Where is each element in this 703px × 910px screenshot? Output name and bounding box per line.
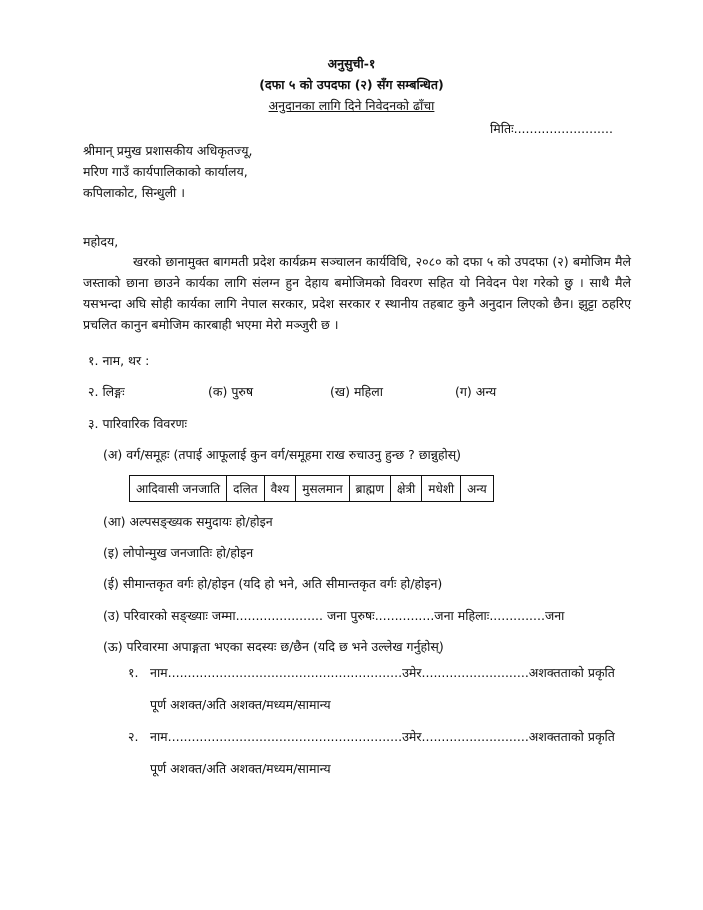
field-disability: (ऊ) परिवारमा अपाङ्गता भएका सदस्यः छ/छैन (यदि छ भने उल्लेख गर्नुहोस्) <box>103 639 444 654</box>
salutation: महोदय, <box>83 234 119 249</box>
gender-label: २. लिङ्गः <box>88 384 125 399</box>
member-2-number: २. <box>128 729 139 744</box>
form-name: अनुदानका लागि दिने निवेदनको ढाँचा <box>268 98 435 113</box>
date-field: मितिः......................... <box>490 121 613 136</box>
member-1-disability-types: पूर्ण अशक्त/अति अशक्त/मध्यम/सामान्य <box>150 697 331 712</box>
addressee-line-2: मरिण गाउँ कार्यपालिकाको कार्यालय, <box>83 164 248 179</box>
group-option-cell: आदिवासी जनजाति <box>130 476 227 502</box>
group-option-cell: वैश्य <box>264 476 296 502</box>
group-option-cell: मुसलमान <box>296 476 349 502</box>
gender-option-other: (ग) अन्य <box>455 384 497 399</box>
group-option-cell: क्षेत्री <box>390 476 421 502</box>
annex-subtitle: (दफा ५ को उपदफा (२) सँग सम्बन्धित) <box>259 77 444 92</box>
group-option-cell: दलित <box>227 476 264 502</box>
field-marginalized: (ई) सीमान्तकृत वर्गः हो/होइन (यदि हो भने, अति सीमान्तकृत वर्गः हो/होइन) <box>103 576 443 591</box>
field-endangered: (इ) लोपोन्मुख जनजातिः हो/होइन <box>103 545 254 560</box>
gender-option-male: (क) पुरुष <box>208 384 254 399</box>
family-heading: ३. पारिवारिक विवरणः <box>88 416 188 431</box>
gender-option-female: (ख) महिला <box>330 384 384 399</box>
body-paragraph <box>83 251 631 335</box>
body-paragraph-text: खरको छानामुक्त बागमती प्रदेश कार्यक्रम सञ्चालन कार्यविधि, २०८० को दफा ५ को उपदफा (२) बमोजिम मैले जस्ताको छाना छाउने कार्यका लागि संलग्न हुन देहाय बमोजिमको विवरण सहित यो निवेदन पेश गरेको छु । साथै मैले यसभन्दा अघि सोही कार्यका लागि नेपाल सरकार, प्रदेश सरकार र स्थानीय तहबाट कुनै अनुदान लिएको छैन। झुट्टा ठहरिए प्रचलित कानुन बमोजिम कारबाही भएमा मेरो मञ्जुरी छ । <box>83 254 631 332</box>
member-1-number: १. <box>128 665 139 680</box>
group-option-cell: अन्य <box>461 476 494 502</box>
table-row <box>130 476 494 502</box>
field-minority: (आ) अल्पसङ्ख्यक समुदायः हो/होइन <box>103 514 273 529</box>
member-1-details: नाम...........................................................उमेर...........................अशक्तताको प्रकृति <box>150 665 615 680</box>
addressee-line-3: कपिलाकोट, सिन्धुली । <box>83 185 185 200</box>
group-option-cell: ब्राह्मण <box>349 476 390 502</box>
field-name: १. नाम, थर : <box>88 353 150 368</box>
annex-title: अनुसुची-१ <box>327 56 376 71</box>
group-option-cell: मधेशी <box>422 476 461 502</box>
addressee-line-1: श्रीमान् प्रमुख प्रशासकीय अधिकृतज्यू, <box>83 143 253 158</box>
group-question: (अ) वर्ग/समूहः (तपाई आफूलाई कुन वर्ग/समूहमा राख रुचाउनु हुन्छ ? छान्नुहोस्) <box>103 447 462 462</box>
member-2-details: नाम...........................................................उमेर...........................अशक्तताको प्रकृति <box>150 729 615 744</box>
field-family-count: (उ) परिवारको सङ्ख्याः जम्मा...................... जना पुरुषः...............जना महिलाः..............जना <box>103 608 565 623</box>
group-options-table <box>129 475 494 502</box>
member-2-disability-types: पूर्ण अशक्त/अति अशक्त/मध्यम/सामान्य <box>150 761 331 776</box>
